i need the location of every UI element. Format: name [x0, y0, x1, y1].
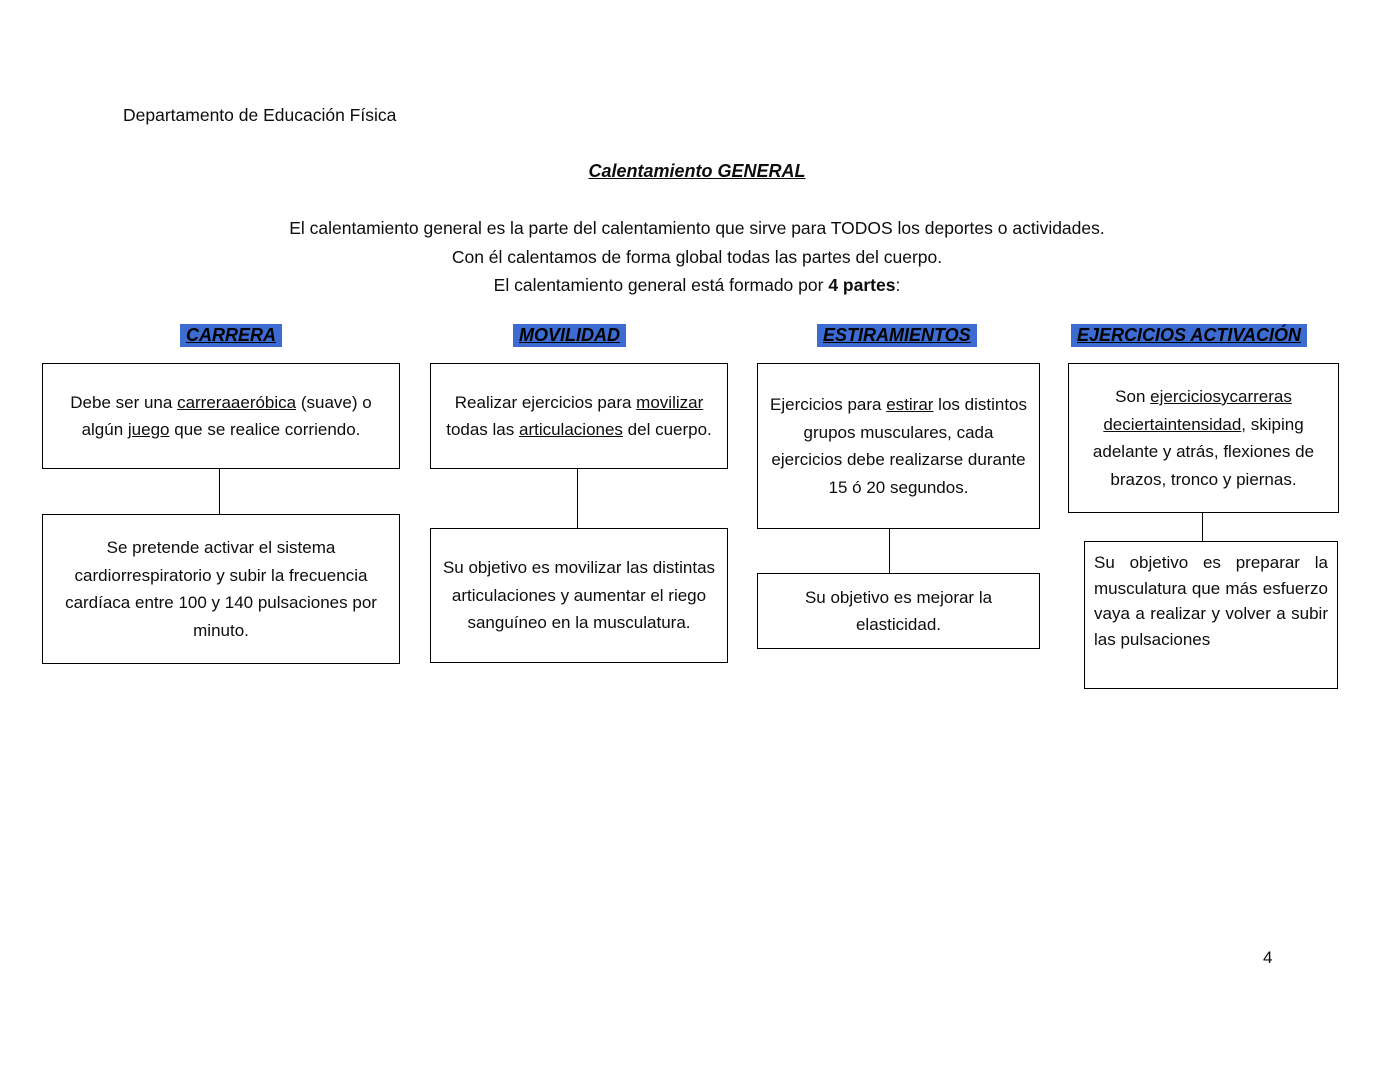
intro-line-3: El calentamiento general está formado por 4 partes: — [493, 275, 901, 295]
page-number: 4 — [1263, 948, 1273, 967]
page-title — [0, 161, 1394, 182]
estiramientos-connector-line — [889, 529, 890, 573]
carrera-connector-line — [219, 469, 220, 514]
department-header: Departamento de Educación Física — [123, 105, 397, 125]
column-header-ejercicios-activacion: EJERCICIOS ACTIVACIÓN — [1071, 324, 1307, 347]
estiramientos-description-text: Ejercicios para estirar los distintos grupos musculares, cada ejercicios debe realizarse durante 15 ó 20 segundos. — [770, 395, 1027, 497]
page-title-text: Calentamiento GENERAL — [588, 161, 806, 181]
intro-paragraph — [0, 214, 1394, 300]
carrera-objective-text: Se pretende activar el sistema cardiorrespiratorio y subir la frecuencia cardíaca entre 100 y 140 pulsaciones por minuto. — [65, 538, 377, 640]
movilidad-objective-box — [430, 528, 728, 663]
column-header-estiramientos: ESTIRAMIENTOS — [817, 324, 977, 347]
activacion-connector-line — [1202, 513, 1203, 541]
movilidad-description-box — [430, 363, 728, 469]
column-header-movilidad: MOVILIDAD — [513, 324, 626, 347]
estiramientos-objective-text: Su objetivo es mejorar la elasticidad. — [804, 587, 993, 634]
intro-line-2: Con él calentamos de forma global todas las partes del cuerpo. — [451, 246, 943, 267]
carrera-description-box — [42, 363, 400, 469]
estiramientos-description-box — [757, 363, 1040, 529]
intro-line-1: El calentamiento general es la parte del calentamiento que sirve para TODOS los deportes o actividades. — [289, 218, 1105, 238]
movilidad-objective-text: Su objetivo es movilizar las distintas articulaciones y aumentar el riego sanguíneo en la musculatura. — [442, 558, 716, 633]
activacion-objective-box — [1084, 541, 1338, 689]
activacion-description-text: Son ejerciciosycarreras deciertaintensidad, skiping adelante y atrás, flexiones de brazos, tronco y piernas. — [1092, 387, 1315, 489]
column-header-carrera: CARRERA — [180, 324, 282, 347]
activacion-objective-text: Su objetivo es preparar la musculatura que más esfuerzo vaya a realizar y volver a subir las pulsaciones — [1094, 553, 1328, 649]
carrera-description-text: Debe ser una carreraaeróbica (suave) o algún juego que se realice corriendo. — [70, 392, 372, 439]
activacion-description-box — [1068, 363, 1339, 513]
carrera-objective-box — [42, 514, 400, 664]
movilidad-connector-line — [577, 469, 578, 528]
movilidad-description-text: Realizar ejercicios para movilizar todas las articulaciones del cuerpo. — [446, 392, 712, 439]
estiramientos-objective-box — [757, 573, 1040, 649]
